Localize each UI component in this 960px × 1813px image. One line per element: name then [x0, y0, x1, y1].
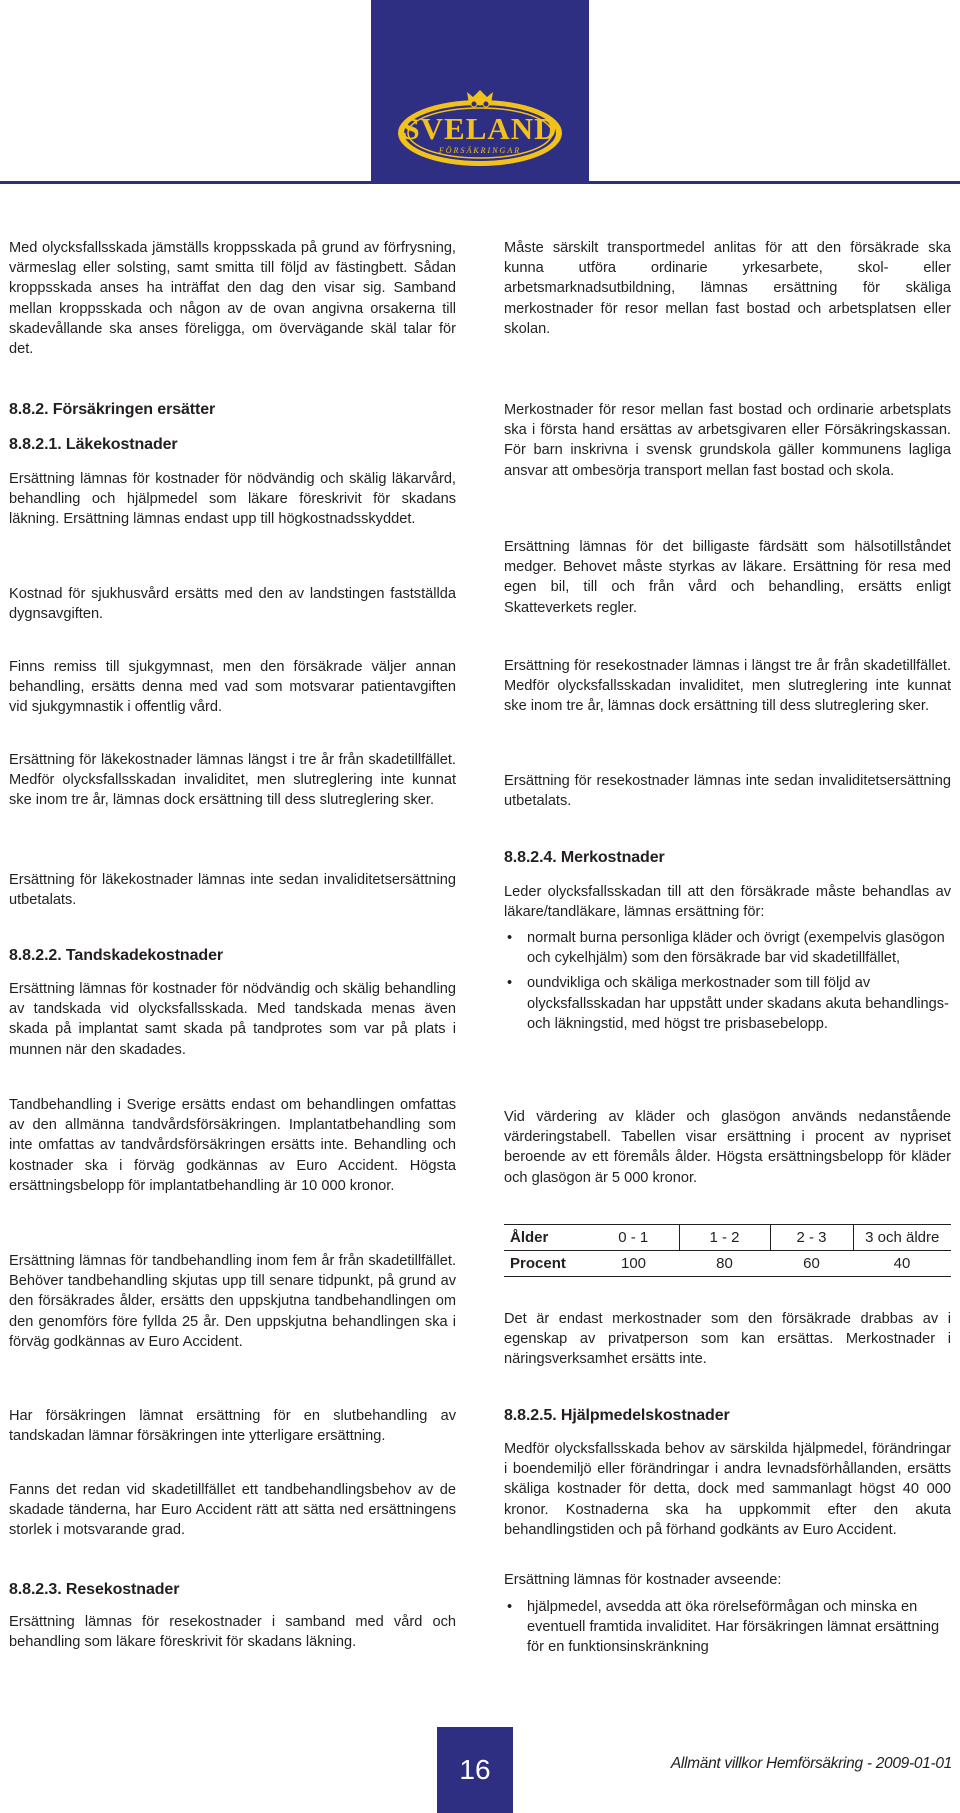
table-cell: 1 - 2: [679, 1225, 770, 1251]
paragraph: Tandbehandling i Sverige ersätts endast om behandlingen omfattas av den allmänna tandvårdsförsäkringen. Implantatbehandling som inte omfattas av tandvårdsförsäkringen ersätts inte. Behandling och kostnader ska i förväg godkännas av Euro Accident. Högsta ersättningsbelopp för implantatbehandling är 10 000 kronor.: [9, 1097, 456, 1194]
list-item: • normalt burna personliga kläder och övrigt (exempelvis glasögon och cykelhjälm) som den försäkrade bar vid skadetillfället,: [507, 930, 945, 967]
list-item: • hjälpmedel, avsedda att öka rörelseförmågan och minska en eventuell framtida invaliditet. Har försäkringen lämnat ersättning för en funktionsinskränkning: [507, 1599, 940, 1656]
subsection-heading: 8.8.2.3. Resekostnader: [9, 1581, 180, 1598]
paragraph: Med olycksfallsskada jämställs kroppsskada på grund av förfrysning, värmeslag eller solsting, samt smitta till följd av fästingbett. Sådan kroppsskada anses ha inträffat den dag den visar sig. Samband mellan kroppsskada och någon av de ovan angivna orsakerna till skadevållande ska anses föreligga, om övervägande skäl talar för det.: [9, 240, 456, 358]
page-number: 16: [437, 1727, 513, 1813]
valuation-table: [504, 1224, 951, 1277]
table-cell: 2 - 3: [770, 1225, 853, 1251]
paragraph: Ersättning för läkekostnader lämnas inte sedan invaliditetsersättning utbetalats.: [9, 872, 456, 909]
sveland-logo: [371, 0, 589, 181]
paragraph: Vid värdering av kläder och glasögon används nedanstående värderingstabell. Tabellen visar ersättning i procent av nypriset beroende av ett föremåls ålder. Högsta ersättningsbelopp för kläder och glasögon är 5 000 kronor.: [504, 1109, 951, 1186]
bullet-list: [504, 928, 951, 1039]
bullet-icon: •: [507, 930, 513, 946]
paragraph: Kostnad för sjukhusvård ersätts med den av landstingen fastställda dygnsavgiften.: [9, 586, 456, 623]
subsection-heading: 8.8.2.2. Tandskadekostnader: [9, 947, 223, 964]
paragraph: Ersättning lämnas för kostnader för nödvändig och skälig behandling av tandskada vid olycksfallsskada. Med tandskada menas även skada på implantat samt skada på tandprotes som var på plats i munnen när den skadades.: [9, 981, 456, 1058]
subsection-heading: 8.8.2.4. Merkostnader: [504, 849, 665, 866]
paragraph: Det är endast merkostnader som den försäkrade drabbas av i egenskap av privatperson som kan ersättas. Merkostnader i näringsverksamhet ersätts inte.: [504, 1311, 951, 1368]
list-item: • oundvikliga och skäliga merkostnader som till följd av olycksfallsskadan har uppstått under skadans akuta behandlings- och läkningstid, med högst tre prisbasebelopp.: [507, 975, 949, 1032]
section-heading: 8.8.2. Försäkringen ersätter: [9, 401, 216, 418]
table-row: [504, 1225, 951, 1251]
subsection-heading: 8.8.2.1. Läkekostnader: [9, 436, 178, 453]
table-row-header: Ålder: [504, 1225, 588, 1251]
table-cell: 0 - 1: [588, 1225, 679, 1251]
paragraph: Ersättning lämnas för kostnader avseende:: [504, 1572, 782, 1588]
bullet-list: [504, 1597, 951, 1663]
table-cell: 60: [770, 1251, 853, 1277]
paragraph: Ersättning lämnas för det billigaste färdsätt som hälsotillståndet medger. Behovet måste styrkas av läkare. Ersättning för resa med egen bil, till och från vård och behandling, ersätts enligt Skatteverkets regler.: [504, 539, 951, 616]
paragraph: Ersättning för resekostnader lämnas i längst tre år från skadetillfället. Medför olycksfallsskadan invaliditet, men slutreglering inte kunnat ske inom tre år, lämnas dock ersättning till dess slutreglering sker.: [504, 658, 951, 715]
table-cell: 40: [853, 1251, 951, 1277]
paragraph: Måste särskilt transportmedel anlitas för att den försäkrade ska kunna utföra ordinarie yrkesarbete, skol- eller arbetsmarknadsutbildning, lämnas ersättning för skäliga merkostnader för resor mellan fast bostad och arbetsplatsen eller skolan.: [504, 240, 951, 337]
paragraph: Har försäkringen lämnat ersättning för en slutbehandling av tandskadan lämnar försäkringen inte ytterligare ersättning.: [9, 1408, 456, 1445]
paragraph: Merkostnader för resor mellan fast bostad och ordinarie arbetsplats ska i första hand ersättas av arbetsgivaren eller Försäkringskassan. För barn inskrivna i svensk grundskola gäller kommunens lagliga ansvar att ombesörja transport mellan fast bostad och skola.: [504, 402, 951, 479]
footer-title: Allmänt villkor Hemförsäkring - 2009-01-01: [670, 1755, 952, 1772]
table-row: [504, 1251, 951, 1277]
bullet-icon: •: [507, 1599, 513, 1615]
table-row-header: Procent: [504, 1251, 588, 1277]
table-cell: 3 och äldre: [853, 1225, 951, 1251]
brand-logo-block: [371, 0, 589, 181]
paragraph: Ersättning för läkekostnader lämnas längst i tre år från skadetillfället. Medför olycksfallsskadan invaliditet, men slutreglering inte kunnat ske inom tre år, lämnas dock ersättning till dess slutreglering sker.: [9, 752, 456, 809]
header-rule: [0, 181, 960, 184]
paragraph: Fanns det redan vid skadetillfället ett tandbehandlingsbehov av de skadade tänderna, har Euro Accident rätt att sätta ned ersättningens storlek i motsvarande grad.: [9, 1482, 456, 1539]
brand-tagline: FÖRSÄKRINGAR: [438, 146, 522, 155]
paragraph: Finns remiss till sjukgymnast, men den försäkrade väljer annan behandling, ersätts denna med vad som motsvarar patientavgiften vid sjukgymnastik i offentlig vård.: [9, 659, 456, 716]
paragraph: Leder olycksfallsskadan till att den försäkrade måste behandlas av läkare/tandläkare, lämnas ersättning för:: [504, 884, 951, 921]
subsection-heading: 8.8.2.5. Hjälpmedelskostnader: [504, 1407, 730, 1424]
table-cell: 80: [679, 1251, 770, 1277]
paragraph: Ersättning lämnas för kostnader för nödvändig och skälig läkarvård, behandling och hjälpmedel som läkare föreskrivit för skadans läkning. Ersättning lämnas endast upp till högkostnadsskyddet.: [9, 471, 456, 528]
paragraph: Ersättning lämnas för resekostnader i samband med vård och behandling som läkare föreskrivit för skadans läkning.: [9, 1614, 456, 1651]
bullet-icon: •: [507, 975, 513, 992]
paragraph: Ersättning för resekostnader lämnas inte sedan invaliditetsersättning utbetalats.: [504, 773, 951, 810]
paragraph: Ersättning lämnas för tandbehandling inom fem år från skadetillfället. Behöver tandbehandling skjutas upp till senare tidpunkt, på grund av den försäkrades ålder, ersätts den uppskjutna tandbehandlingen om den genomförs före fyllda 25 år. Den uppskjutna behandlingen ska i förväg godkännas av Euro Accident.: [9, 1253, 456, 1350]
crest-icon: [467, 90, 493, 107]
brand-name: SVELAND: [402, 111, 558, 146]
paragraph: Medför olycksfallsskada behov av särskilda hjälpmedel, förändringar i boendemiljö eller förändringar i andra levnadsförhållanden, ersätts skäliga kostnader för detta, dock med sammanlagt högst 40 000 kronor. Kostnaderna ska ha uppkommit efter den akuta behandlingstiden och på förhand godkänts av Euro Accident.: [504, 1441, 951, 1538]
table-cell: 100: [588, 1251, 679, 1277]
